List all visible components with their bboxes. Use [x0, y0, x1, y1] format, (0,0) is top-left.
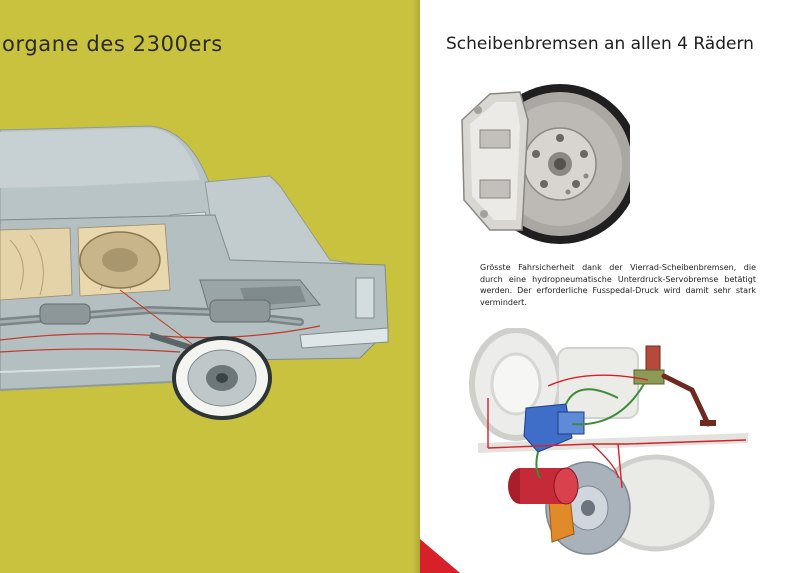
car-cutaway-illustration	[0, 90, 420, 430]
brake-caption: Grösste Fahrsicherheit dank der Vierrad-Scheibenbremsen, die durch eine hydropneumatische Unterdruck-Servobremse betätigt werden. Der erforderliche Fusspedal-Druck wird damit sehr stark vermindert.	[480, 263, 756, 307]
right-page-title: Scheibenbremsen an allen 4 Rädern	[446, 34, 754, 54]
brake-system-diagram	[468, 328, 768, 558]
red-corner-accent	[420, 523, 460, 573]
page-fold-shadow	[412, 0, 420, 573]
brake-disc-photo	[460, 80, 630, 245]
left-page-title: organe des 2300ers	[2, 32, 223, 56]
right-page	[420, 0, 794, 573]
